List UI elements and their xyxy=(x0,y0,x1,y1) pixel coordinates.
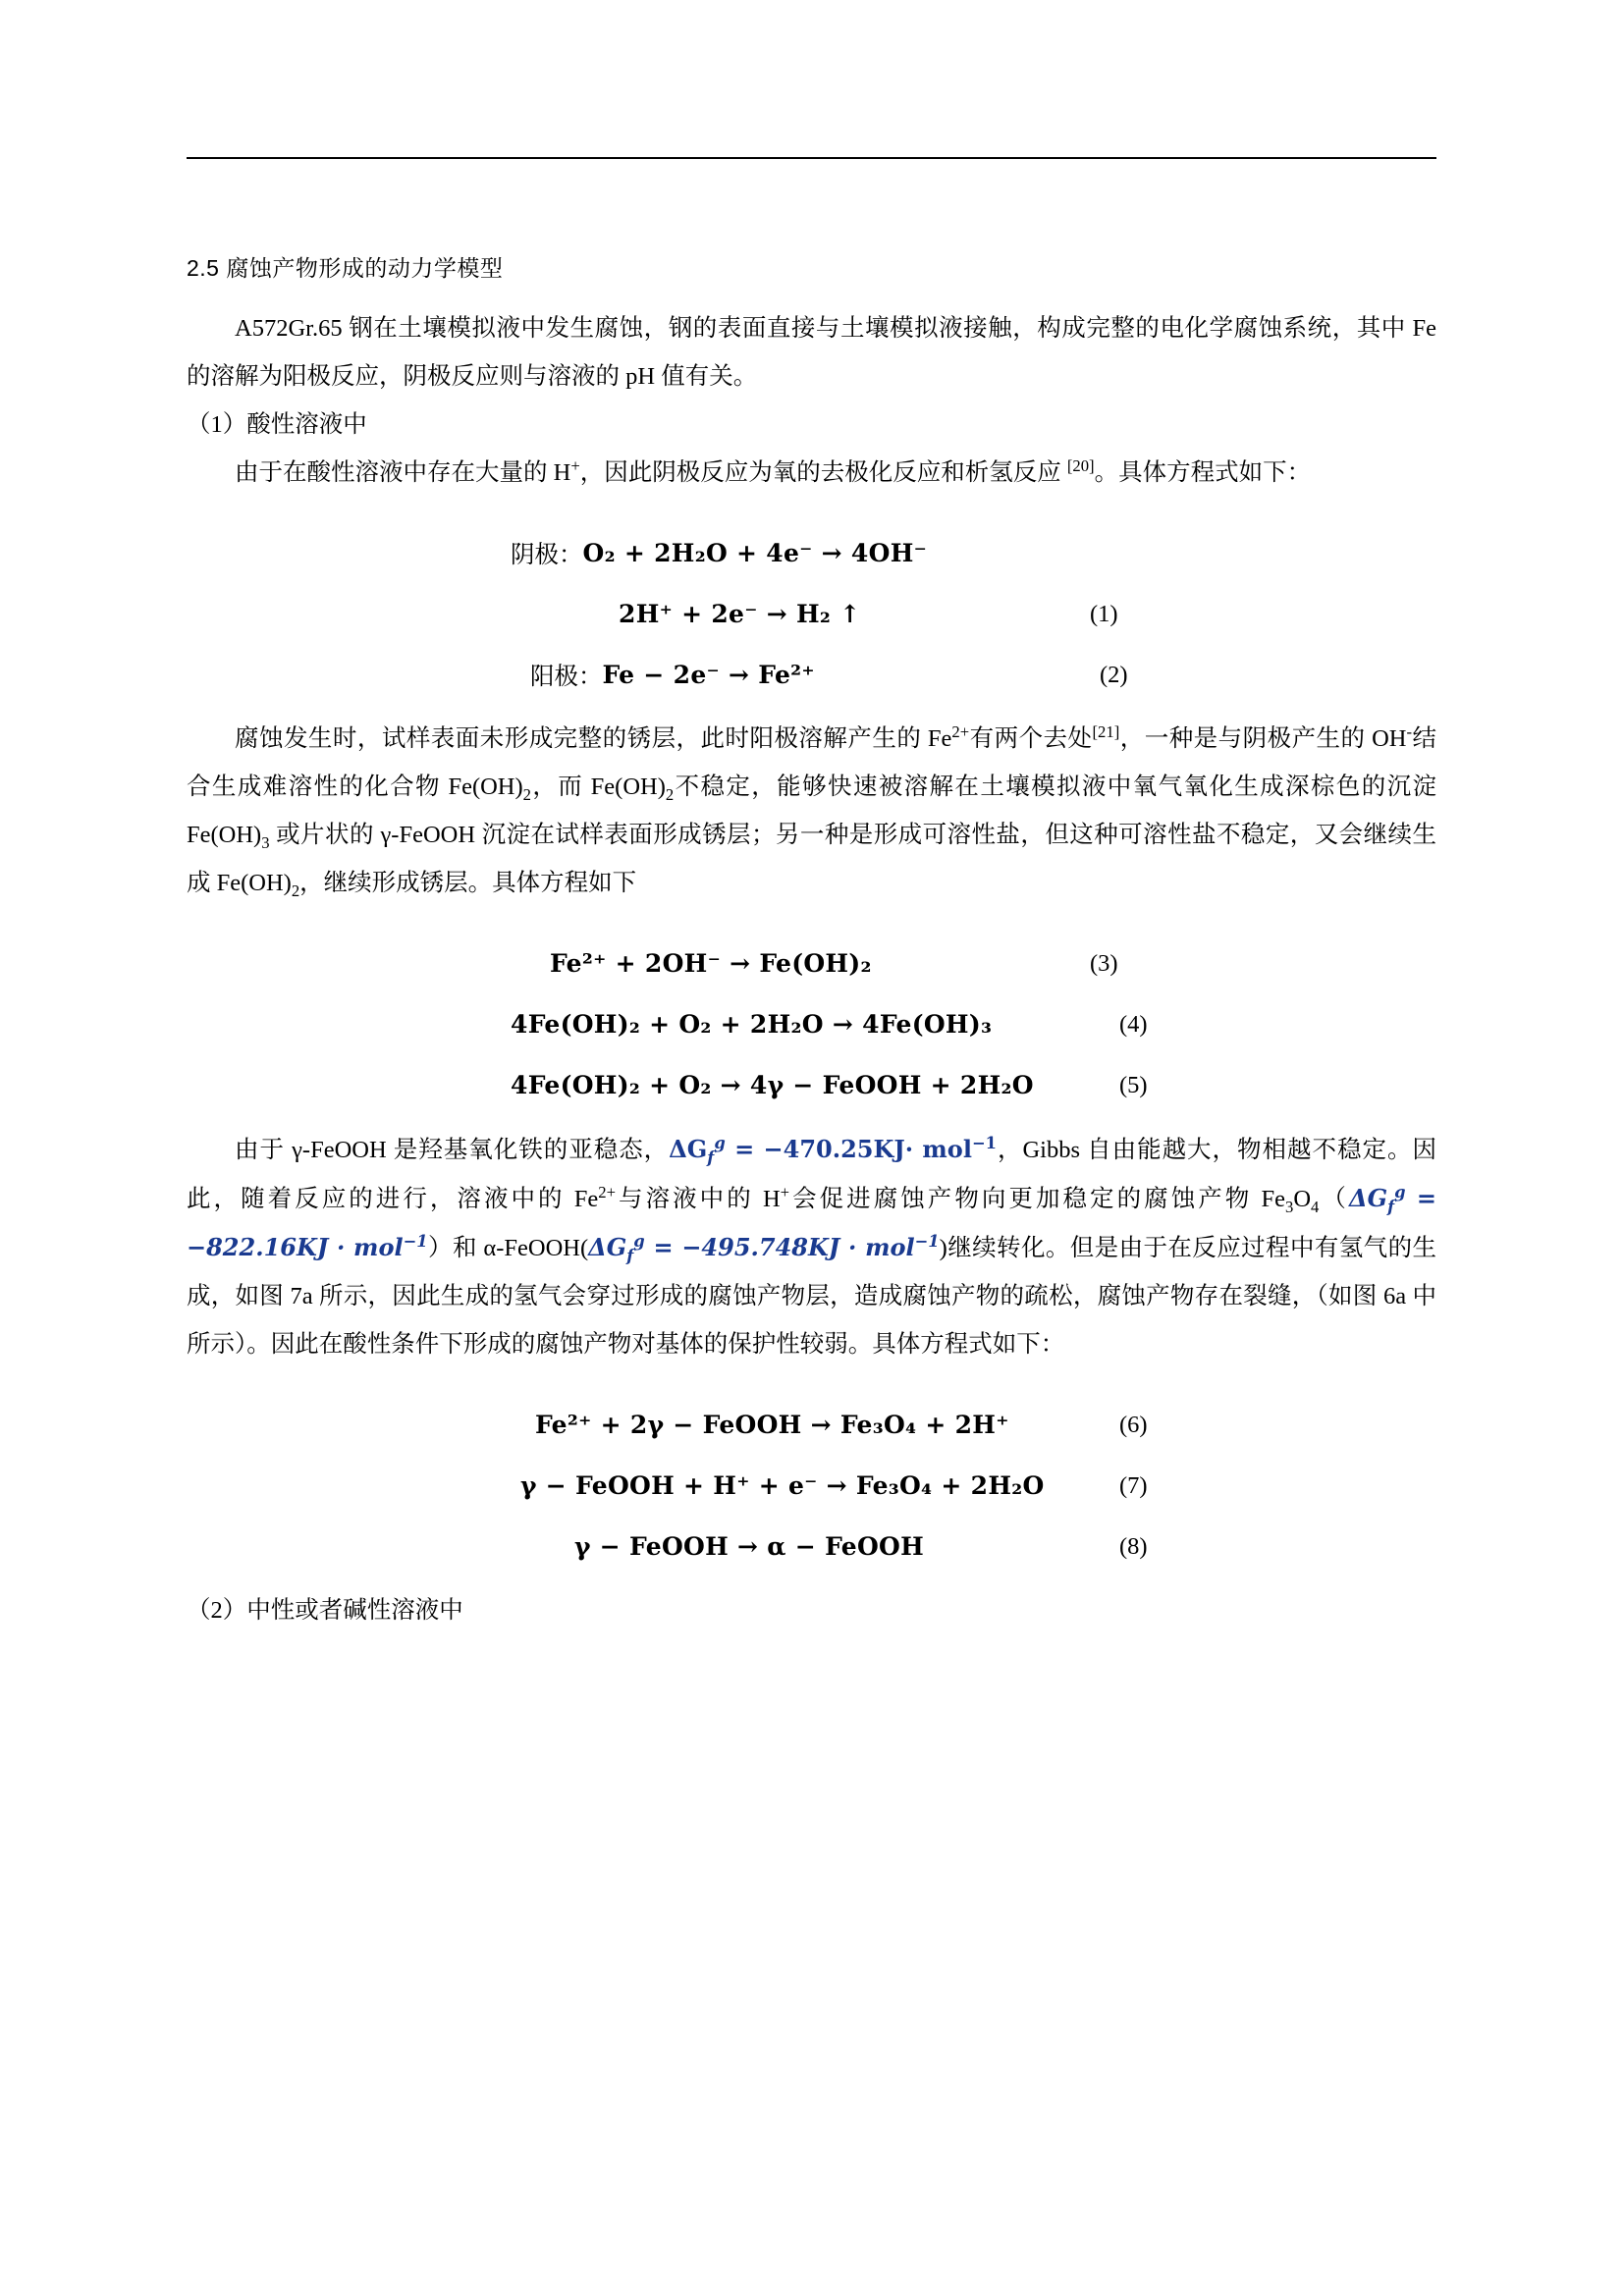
text-frag: 腐蚀发生时，试样表面未形成完整的锈层，此时阳极溶解产生的 Fe xyxy=(235,725,952,752)
equation-body: O₂ + 2H₂O + 4e⁻ → 4OH⁻ xyxy=(582,538,928,567)
superscript: - xyxy=(1406,721,1413,741)
header-divider xyxy=(187,157,1436,159)
text-frag: 不稳定，能够快速被溶解在土壤模拟液中氧气氧化生成深棕色的沉淀 Fe(OH) xyxy=(187,774,1436,848)
text-frag: ，一种是与阴极产生的 OH xyxy=(1119,725,1407,752)
equation-row xyxy=(187,522,1436,583)
equation-cathode-1 xyxy=(187,522,1436,583)
equation-body: 4Fe(OH)₂ + O₂ → 4γ − FeOOH + 2H₂O xyxy=(511,1070,1034,1099)
equation-6 xyxy=(187,1394,1436,1455)
equation-group-cathode-anode xyxy=(187,522,1436,705)
gibbs-value-1: = −470.25KJ· mol$^{-1}$ xyxy=(725,1134,997,1163)
equation-3 xyxy=(187,933,1436,993)
text-frag: （ xyxy=(1319,1186,1349,1212)
text-frag: ，因此阴极反应为氧的去极化反应和析氢反应 xyxy=(579,459,1067,486)
page-content xyxy=(187,250,1436,1634)
gibbs-value-2: = −822.16KJ · mol$^{-1}$ xyxy=(187,1184,1437,1261)
equation-body: γ − FeOOH + H⁺ + e⁻ → Fe₃O₄ + 2H₂O xyxy=(520,1470,1045,1500)
reference-marker: [21] xyxy=(1092,721,1120,741)
equation-row xyxy=(187,1516,1436,1576)
paragraph-intro: A572Gr.65 钢在土壤模拟液中发生腐蚀，钢的表面直接与土壤模拟液接触，构成完整的电化学腐蚀系统，其中 Fe 的溶解为阳极反应，阴极反应则与溶液的 pH 值有关。 xyxy=(187,315,1436,390)
equation-number-6: (6) xyxy=(1119,1412,1148,1438)
gibbs-value-text: = −470.25KJ· mol xyxy=(725,1135,972,1163)
equation-body: Fe²⁺ + 2OH⁻ → Fe(OH)₂ xyxy=(550,948,872,978)
equation-body: 2H⁺ + 2e⁻ → H₂ ↑ xyxy=(619,599,861,628)
equation-body: Fe − 2e⁻ → Fe²⁺ xyxy=(602,660,815,689)
equation-number-5: (5) xyxy=(1119,1072,1148,1098)
gibbs-symbol-1: $\Delta G_f^g$ xyxy=(669,1134,726,1167)
reference-marker: [20] xyxy=(1066,455,1095,475)
gibbs-symbol-2: $\Delta G_f^g$ xyxy=(1348,1183,1406,1216)
gibbs-value-text: = −495.748KJ · mol xyxy=(644,1233,915,1261)
equation-7 xyxy=(187,1455,1436,1516)
equation-5 xyxy=(187,1054,1436,1115)
text-frag: O xyxy=(1293,1186,1312,1212)
text-frag: ，Gibbs 自由能越大，物相越不稳定。因此，随着反应的进行，溶液中的 Fe xyxy=(187,1137,1436,1212)
equation-number-4: (4) xyxy=(1119,1011,1148,1038)
section-heading: 2.5 腐蚀产物形成的动力学模型 xyxy=(187,255,504,281)
gibbs-value-3: = −495.748KJ · mol$^{-1}$ xyxy=(644,1232,940,1261)
superscript: + xyxy=(570,455,580,475)
equation-4 xyxy=(187,993,1436,1054)
gibbs-value-text: = −822.16KJ · mol xyxy=(187,1184,1437,1261)
equation-number-1: (1) xyxy=(1090,601,1118,627)
text-frag: ）和 α-FeOOH( xyxy=(427,1235,589,1261)
paragraph-acid-label: （1）酸性溶液中 xyxy=(187,411,367,438)
gibbs-symbol-3: $\Delta G_f^g$ xyxy=(588,1232,645,1265)
gibbs-delta-g: ΔG xyxy=(669,1135,708,1163)
text-frag: 由于在酸性溶液中存在大量的 H xyxy=(235,459,571,486)
equation-number-3: (3) xyxy=(1090,950,1118,977)
superscript: 2+ xyxy=(951,721,970,741)
equation-row xyxy=(187,583,1436,644)
paragraph-rust-formation xyxy=(187,715,1436,907)
subscript: 2 xyxy=(522,784,531,804)
equation-body: 4Fe(OH)₂ + O₂ + 2H₂O → 4Fe(OH)₃ xyxy=(511,1009,993,1039)
text-frag: 结合生成难溶性的化合物 Fe(OH) xyxy=(187,725,1437,800)
text-frag: 或片状的 γ-FeOOH 沉淀在试样表面形成锈层；另一种是形成可溶性盐，但这种可溶性盐不稳定，又会继续生成 Fe(OH) xyxy=(187,822,1436,896)
equation-number-8: (8) xyxy=(1119,1533,1148,1560)
equation-row xyxy=(187,933,1436,993)
equation-group-hydroxide xyxy=(187,933,1436,1115)
superscript: + xyxy=(780,1182,790,1201)
equation-body: Fe²⁺ + 2γ − FeOOH → Fe₃O₄ + 2H⁺ xyxy=(535,1410,1009,1439)
subscript: 3 xyxy=(261,832,270,852)
paragraph-gibbs xyxy=(187,1125,1436,1368)
equation-prefix: 阴极： xyxy=(511,541,583,568)
subscript: 4 xyxy=(1311,1197,1320,1216)
paragraph-neutral-label: （2）中性或者碱性溶液中 xyxy=(187,1597,463,1624)
equation-row xyxy=(187,644,1436,705)
text-frag: )继续转化。但是由于在反应过程中有氢气的生成，如图 7a 所示，因此生成的氢气会穿过形成的腐蚀产物层，造成腐蚀产物的疏松，腐蚀产物存在裂缝，（如图 6a 中所示）。因此在酸性条件下形成的腐蚀产物对基体的保护性较弱。具体方程式如下： xyxy=(187,1235,1436,1358)
equation-1 xyxy=(187,583,1436,644)
text-frag: ，而 Fe(OH) xyxy=(530,774,666,800)
equation-row xyxy=(187,1455,1436,1516)
equation-body: γ − FeOOH → α − FeOOH xyxy=(574,1531,925,1561)
text-frag: ，继续形成锈层。具体方程如下 xyxy=(299,870,637,896)
text-frag: 会促进腐蚀产物向更加稳定的腐蚀产物 Fe xyxy=(789,1186,1285,1212)
equation-row xyxy=(187,1394,1436,1455)
equation-row xyxy=(187,993,1436,1054)
equation-prefix: 阳极： xyxy=(530,663,603,690)
text-frag: 由于 γ-FeOOH 是羟基氧化铁的亚稳态， xyxy=(235,1137,670,1163)
gibbs-delta-g: ΔG xyxy=(588,1233,627,1261)
equation-group-transformation xyxy=(187,1394,1436,1576)
equation-number-2: (2) xyxy=(1100,662,1128,688)
text-frag: 。具体方程式如下： xyxy=(1094,459,1312,486)
subscript: 2 xyxy=(291,881,300,900)
equation-number-7: (7) xyxy=(1119,1472,1148,1499)
subscript: 3 xyxy=(1285,1197,1294,1216)
superscript: 2+ xyxy=(598,1182,617,1201)
gibbs-delta-g: ΔG xyxy=(1348,1184,1388,1212)
paragraph-acid-desc xyxy=(187,449,1436,497)
subscript: 2 xyxy=(665,784,675,804)
text-frag: 与溶液中的 H xyxy=(616,1186,781,1212)
equation-row xyxy=(187,1054,1436,1115)
text-frag: 有两个去处 xyxy=(969,725,1093,752)
equation-2 xyxy=(187,644,1436,705)
equation-8 xyxy=(187,1516,1436,1576)
